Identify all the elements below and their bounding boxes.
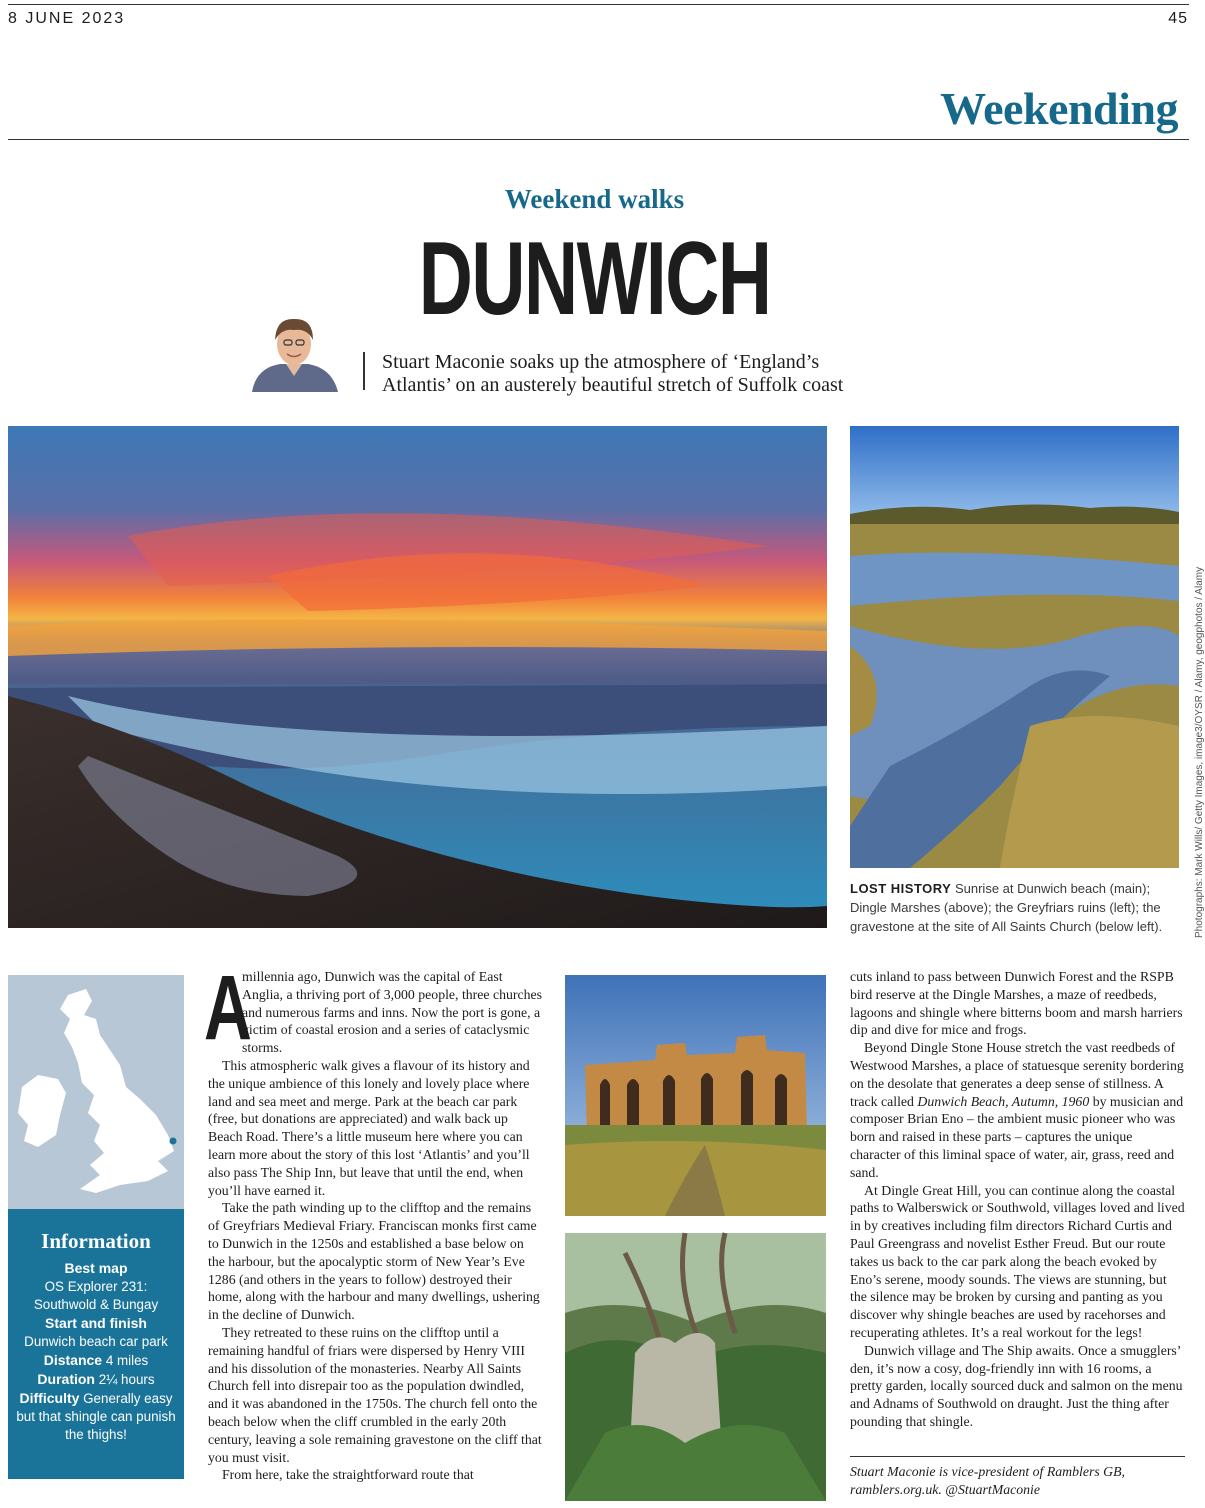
paragraph: Dunwich village and The Ship awaits. Once a smugglers’ den, it’s now a cosy, dog-friendly inn with 16 rooms, a pretty garden, locally sourced duck and salmon on the menu and Adnams of Southwold on draught. Just the thing after pounding that shingle. [850, 1342, 1183, 1429]
duration-label: Duration [37, 1371, 95, 1387]
photo-greyfriars-ruins [565, 975, 826, 1216]
best-map-label: Best map [64, 1260, 128, 1276]
section-rule [8, 139, 1189, 140]
uk-map-graphic [8, 975, 184, 1209]
caption-text: Sunrise at Dunwich beach (main); Dingle Marshes (above); the Greyfriars ruins (left); the gravestone at the site of All Saints Church (below left). [850, 881, 1163, 934]
article-kicker: Weekend walks [504, 184, 685, 214]
paragraph [850, 1039, 1185, 1181]
best-map-value: OS Explorer 231: Southwold & Bungay [33, 1279, 159, 1312]
information-box [8, 1209, 184, 1479]
drop-cap: A [204, 957, 252, 1059]
author-portrait [246, 310, 342, 392]
photo-credit [1180, 428, 1205, 938]
page-number: 45 [1168, 10, 1188, 27]
start-finish-label: Start and finish [45, 1315, 147, 1331]
paragraph: This atmospheric walk gives a flavour of its history and the unique ambience of this lonely and lovely place where land and sea meet and merge. Park at the beach car park (free, but donations are appreciated) and walk back up Beach Road. There’s a little museum here where you can learn more about the story of this lost ‘Atlantis’ and you’ll also pass The Ship Inn, but leave that until the end, when you’ll have earned it. [208, 1057, 530, 1198]
issue-date: 8 JUNE 2023 [8, 10, 126, 27]
standfirst-line-1: Stuart Maconie soaks up the atmosphere of ‘England’s [382, 351, 820, 373]
paragraph: At Dingle Great Hill, you can continue along the coastal paths to Walberswick or Southwold, villages loved and lived in by creatives including film directors Richard Curtis and Paul Greengrass and novelist Esther Freud. But our route takes us back to the car park along the beach evoked by Eno’s serene, moody sounds. The views are stunning, but the silence may be broken by cursing and panting as you discover why shingle beaches are used by racehorses and recuperating athletes. It’s a real workout for the legs! [850, 1182, 1185, 1340]
paragraph-text: Beyond Dingle Stone House stretch the vast reedbeds of Westwood Marshes, a place of statuesque serenity bordering on the desolate that generates a deep sense of stillness. A track called [850, 1040, 1184, 1109]
difficulty-value: Generally easy but that shingle can punish the thighs! [16, 1391, 176, 1442]
paragraph: millennia ago, Dunwich was the capital of East Anglia, a thriving port of 3,000 people, three churches and numerous farms and inns. Now the port is gone, a victim of coastal erosion and a series of cataclysmic storms. [242, 969, 542, 1056]
start-finish-value: Dunwich beach car park [24, 1334, 168, 1349]
photo-all-saints-gravestone [565, 1233, 826, 1501]
paragraph: From here, take the straightforward route that [222, 1467, 474, 1483]
standfirst-bar [363, 352, 365, 390]
bio-rule [850, 1456, 1185, 1457]
info-body [14, 1259, 178, 1444]
paragraph: They retreated to these ruins on the clifftop until a remaining handful of friars were dispersed by Henry VIII and his dissolution of the monasteries. Nearby All Saints Church fell into disrepair too as the population dwindled, and it was abandoned in the 1750s. The church fell onto the beach below when the cliff crumbled in the early 20th century, leaving a sole remaining gravestone on the cliff that you must visit. [208, 1324, 542, 1465]
article-column-1 [204, 957, 544, 1484]
author-bio [850, 1463, 1185, 1499]
track-title: Dunwich Beach, Autumn, 1960 [917, 1093, 1090, 1109]
photo-caption [850, 879, 1185, 936]
standfirst-line-2: Atlantis’ on an austerely beautiful stretch of Suffolk coast [382, 374, 844, 396]
paragraph: Take the path winding up to the clifftop and the remains of Greyfriars Medieval Friary. Franciscan monks first came to Dunwich in the 1250s and established a base below on the harbour, but the apocalyptic storm of New Year’s Eve 1286 (and others in the years to follow) destroyed their home, along with the harbour and many dwellings, ushering in the decline of Dunwich. [208, 1200, 540, 1323]
caption-label: LOST HISTORY [850, 881, 952, 896]
photo-credit-text: Photographs: Mark Wills/ Getty Images, image3/OYSR / Alamy, geogphotos / Alamy [1194, 566, 1205, 938]
bio-line-2: ramblers.org.uk. @StuartMaconie [850, 1482, 1040, 1497]
dunwich-location-marker [170, 1138, 177, 1145]
distance-value: 4 miles [105, 1353, 149, 1368]
article-column-3 [850, 968, 1185, 1431]
section-title: Weekending [940, 83, 1178, 134]
top-rule [8, 4, 1189, 5]
info-title: Information [41, 1229, 151, 1253]
duration-value: 2¼ hours [98, 1372, 155, 1387]
photo-dingle-marshes [850, 426, 1179, 868]
paragraph: cuts inland to pass between Dunwich Forest and the RSPB bird reserve at the Dingle Marshes, a maze of reedbeds, lagoons and shingle where bitterns boom and marsh harriers dip and dive for mice and frogs. [850, 969, 1183, 1038]
distance-label: Distance [43, 1352, 103, 1368]
standfirst [382, 351, 982, 397]
bio-line-1: Stuart Maconie is vice-president of Ramblers GB, [850, 1464, 1125, 1479]
main-photo-sunrise-beach [8, 426, 827, 928]
uk-locator-map [8, 975, 184, 1209]
paragraph-text: by musician and composer Brian Eno – the ambient music pioneer who was born and raised in these parts – captures the unique character of this liminal space of water, air, grass, reed and sand. [850, 1093, 1184, 1180]
difficulty-label: Difficulty [19, 1390, 80, 1406]
article-headline: DUNWICH [418, 221, 771, 337]
